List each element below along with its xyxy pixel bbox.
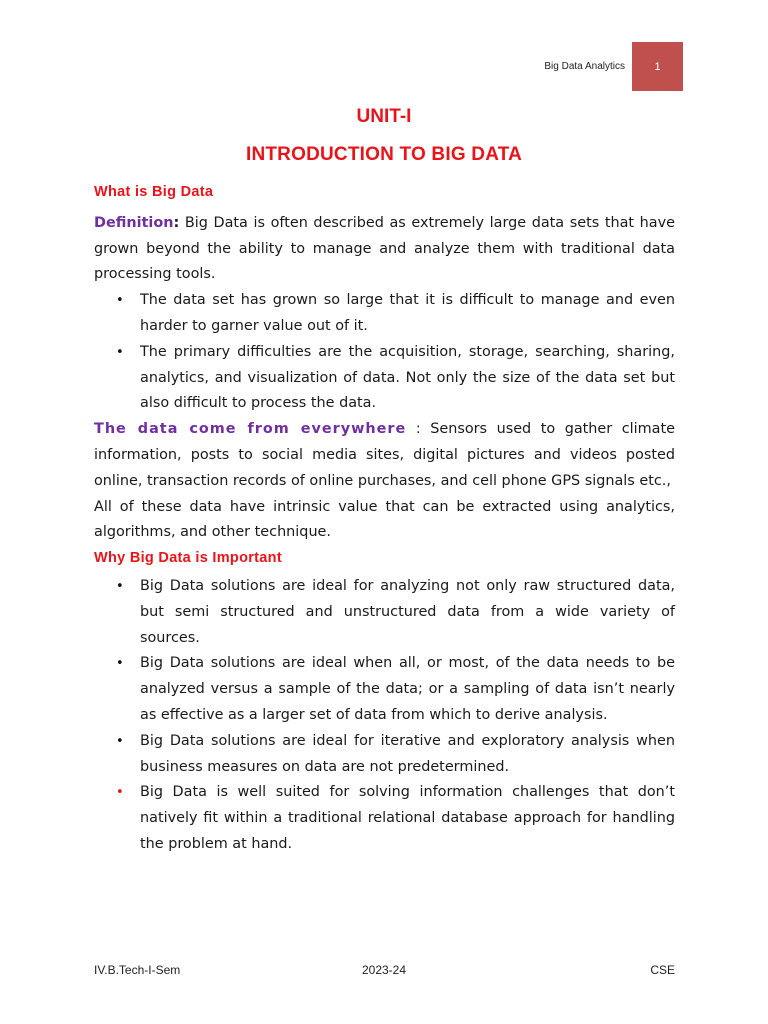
footer-department: CSE bbox=[650, 963, 675, 977]
data-sources-text: : Sensors used to gather climate information, posts to social media sites, digital pictures and videos posted online, transaction records of online purchases, and cell phone GPS signals etc., bbox=[94, 421, 675, 489]
bullet-icon: • bbox=[116, 785, 124, 801]
definition-text: Big Data is often described as extremely large data sets that have grown beyond the ability to manage and analyze them with traditional data processing tools. bbox=[94, 214, 675, 283]
definition-colon: : bbox=[173, 214, 180, 231]
page-number-badge: 1 bbox=[632, 42, 683, 91]
list-item-text: Big Data solutions are ideal when all, or most, of the data needs to be analyzed versus a sample of the data; or a sampling of data isn’t nearly as effective as a larger set of data from which to derive analysis. bbox=[140, 655, 675, 723]
list-item bbox=[116, 574, 675, 651]
section-heading-what-is-big-data: What is Big Data bbox=[94, 184, 214, 200]
definition-label: Definition bbox=[94, 214, 174, 231]
unit-title: UNIT-I bbox=[356, 106, 412, 127]
page-title: INTRODUCTION TO BIG DATA bbox=[245, 144, 523, 165]
data-sources-paragraph bbox=[94, 417, 675, 494]
bullet-icon: • bbox=[116, 578, 124, 594]
data-sources-label: The data come from everywhere bbox=[94, 421, 407, 438]
definition-bullet-list bbox=[94, 288, 675, 417]
document-body bbox=[94, 180, 675, 858]
footer-semester: IV.B.Tech-I-Sem bbox=[94, 963, 181, 977]
footer-year: 2023-24 bbox=[361, 963, 407, 977]
header-course-label: Big Data Analytics bbox=[544, 61, 625, 72]
list-item-text: The primary difficulties are the acquisition, storage, searching, sharing, analytics, and visualization of data. Not only the size of the data set but also difficult to process the data. bbox=[140, 343, 675, 412]
list-item bbox=[116, 729, 675, 781]
bullet-icon: • bbox=[116, 344, 124, 360]
bullet-icon: • bbox=[116, 656, 124, 672]
list-item-text: The data set has grown so large that it is difficult to manage and even harder to garner value out of it. bbox=[140, 292, 675, 334]
list-item-text: Big Data solutions are ideal for analyzing not only raw structured data, but semi structured and unstructured data from a wide variety of sources. bbox=[140, 577, 675, 646]
list-item-text: Big Data is well suited for solving information challenges that don’t natively fit within a traditional relational database approach for handling the problem at hand. bbox=[140, 784, 675, 852]
definition-paragraph bbox=[94, 211, 675, 288]
importance-bullet-list bbox=[94, 574, 675, 858]
list-item bbox=[116, 288, 675, 340]
list-item bbox=[116, 651, 675, 728]
list-item bbox=[116, 340, 675, 417]
section-heading-why-important: Why Big Data is Important bbox=[94, 550, 282, 567]
bullet-icon: • bbox=[116, 733, 124, 749]
intrinsic-value-paragraph: All of these data have intrinsic value that can be extracted using analytics, algorithms, and other technique. bbox=[94, 498, 675, 541]
bullet-icon: • bbox=[116, 293, 124, 309]
list-item-text: Big Data solutions are ideal for iterative and exploratory analysis when business measures on data are not predetermined. bbox=[140, 732, 675, 775]
list-item bbox=[116, 780, 675, 857]
